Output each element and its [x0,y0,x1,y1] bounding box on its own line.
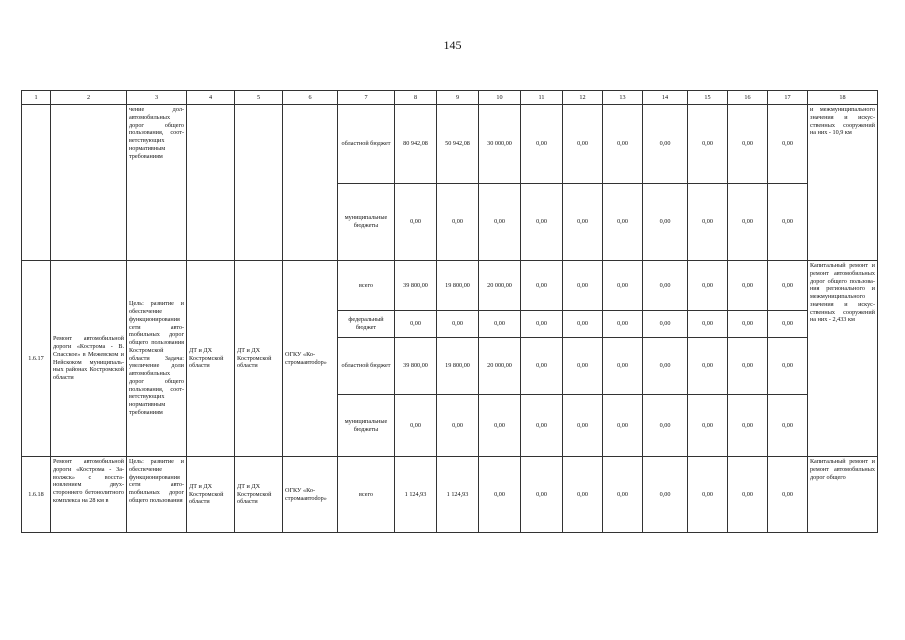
value-cell: 0,00 [688,105,728,184]
value-cell: 0,00 [688,184,728,261]
value-cell: 0,00 [643,184,688,261]
responsible-cell [187,105,235,261]
header-cell: 7 [338,91,395,105]
item-number-cell [22,105,51,261]
value-cell: 0,00 [728,457,768,533]
goal-cell: Цель: развитие и обеспечение функционирования сети автоmобильных дорог общего пользования Костромской области Задача: увеличение доли автомобильных дорог общего пользования, соответствующих нормативным требованиям [127,261,187,457]
value-cell: 0,00 [643,457,688,533]
value-cell: 0,00 [603,184,643,261]
value-cell: 0,00 [521,338,563,395]
result-cell: Капитальный ремонт и ремонт автомобильных дорог общего [808,457,878,533]
value-cell: 0,00 [728,395,768,457]
value-cell: 39 800,00 [395,338,437,395]
value-cell: 0,00 [768,338,808,395]
value-cell: 0,00 [395,311,437,338]
header-cell: 4 [187,91,235,105]
header-cell: 11 [521,91,563,105]
header-cell: 17 [768,91,808,105]
value-cell: 0,00 [688,338,728,395]
value-cell: 0,00 [768,184,808,261]
value-cell: 0,00 [603,338,643,395]
value-cell: 0,00 [479,184,521,261]
value-cell: 0,00 [768,261,808,311]
value-cell: 0,00 [643,105,688,184]
value-cell: 0,00 [728,311,768,338]
header-cell: 6 [283,91,338,105]
value-cell: 39 800,00 [395,261,437,311]
header-cell: 10 [479,91,521,105]
value-cell: 1 124,93 [395,457,437,533]
header-cell: 8 [395,91,437,105]
value-cell: 20 000,00 [479,261,521,311]
value-cell: 0,00 [479,311,521,338]
value-cell: 0,00 [643,338,688,395]
header-cell: 18 [808,91,878,105]
funding-source-cell: областной бюджет [338,338,395,395]
value-cell: 0,00 [603,457,643,533]
value-cell: 0,00 [688,395,728,457]
header-row [22,91,878,105]
item-number-cell: 1.6.17 [22,261,51,457]
value-cell: 80 942,08 [395,105,437,184]
value-cell: 0,00 [521,395,563,457]
value-cell: 20 000,00 [479,338,521,395]
item-name-cell [51,105,127,261]
header-cell: 3 [127,91,187,105]
value-cell: 0,00 [643,311,688,338]
value-cell: 0,00 [768,105,808,184]
value-cell: 0,00 [603,311,643,338]
value-cell: 0,00 [563,395,603,457]
page-number: 145 [443,38,462,52]
value-cell: 0,00 [728,338,768,395]
item-name-cell: Ремонт автомобильной дороги «Кострома - В. Спасское» в Межевском и Нейскоком муниципальных районах Костромской области [51,261,127,457]
table-row [22,105,878,184]
header-cell: 2 [51,91,127,105]
value-cell: 0,00 [437,184,479,261]
value-cell: 0,00 [521,311,563,338]
header-cell: 14 [643,91,688,105]
funding-source-cell: всего [338,457,395,533]
funding-source-cell: муниципальные бюджеты [338,184,395,261]
value-cell: 19 800,00 [437,261,479,311]
result-cell: и межмуниципального значения и искусственных сооружений на них - 10,9 км [808,105,878,261]
result-cell: Капитальный ремонт и ремонт автомобильных дорог общего пользования регионального и межмуниципального значения и искусственных сооружений на них - 2,433 км [808,261,878,457]
budget-table [21,90,878,533]
header-cell: 16 [728,91,768,105]
funding-source-cell: федеральный бюджет [338,311,395,338]
value-cell: 0,00 [521,105,563,184]
value-cell: 0,00 [643,261,688,311]
funding-source-cell: областной бюджет [338,105,395,184]
header-cell: 1 [22,91,51,105]
value-cell: 0,00 [563,457,603,533]
value-cell: 0,00 [521,457,563,533]
customer-cell: ДТ и ДХ Костромской области [235,457,283,533]
value-cell: 0,00 [603,105,643,184]
executor-cell [283,105,338,261]
value-cell: 0,00 [643,395,688,457]
value-cell: 0,00 [688,261,728,311]
responsible-cell: ДТ и ДХ Костромской области [187,457,235,533]
value-cell: 0,00 [603,261,643,311]
header-cell: 5 [235,91,283,105]
value-cell: 19 800,00 [437,338,479,395]
value-cell: 0,00 [437,311,479,338]
value-cell: 0,00 [563,105,603,184]
value-cell: 0,00 [728,261,768,311]
goal-cell: чение долавтомобильных дорог общего пользования, соответствующих нормативным требованиям [127,105,187,261]
value-cell: 0,00 [688,457,728,533]
header-cell: 13 [603,91,643,105]
value-cell: 0,00 [563,184,603,261]
funding-source-cell: всего [338,261,395,311]
value-cell: 0,00 [479,457,521,533]
value-cell: 0,00 [728,184,768,261]
value-cell: 0,00 [688,311,728,338]
value-cell: 0,00 [395,184,437,261]
value-cell: 0,00 [768,395,808,457]
value-cell: 30 000,00 [479,105,521,184]
executor-cell: ОГКУ «Костромаавтоdор» [283,457,338,533]
value-cell: 0,00 [728,105,768,184]
header-cell: 12 [563,91,603,105]
value-cell: 0,00 [563,261,603,311]
value-cell: 0,00 [563,311,603,338]
customer-cell: ДТ и ДХ Костромской области [235,261,283,457]
header-cell: 15 [688,91,728,105]
value-cell: 1 124,93 [437,457,479,533]
value-cell: 0,00 [563,338,603,395]
header-cell: 9 [437,91,479,105]
goal-cell: Цель: развитие и обеспечение функционирования сети автоmобильных дорог общего пользования [127,457,187,533]
executor-cell: ОГКУ «Костромаавтоdор» [283,261,338,457]
value-cell: 50 942,08 [437,105,479,184]
value-cell: 0,00 [768,457,808,533]
value-cell: 0,00 [521,261,563,311]
value-cell: 0,00 [437,395,479,457]
funding-source-cell: муниципальные бюджеты [338,395,395,457]
value-cell: 0,00 [395,395,437,457]
value-cell: 0,00 [768,311,808,338]
table-row [22,261,878,311]
value-cell: 0,00 [603,395,643,457]
customer-cell [235,105,283,261]
table-row [22,457,878,533]
item-number-cell: 1.6.18 [22,457,51,533]
responsible-cell: ДТ и ДХ Костромской области [187,261,235,457]
value-cell: 0,00 [521,184,563,261]
value-cell: 0,00 [479,395,521,457]
item-name-cell: Ремонт автомобильной дороги «Кострома - Заволжск» с восстановлением двухстороннего бетонолитного комплекса на 28 км в [51,457,127,533]
